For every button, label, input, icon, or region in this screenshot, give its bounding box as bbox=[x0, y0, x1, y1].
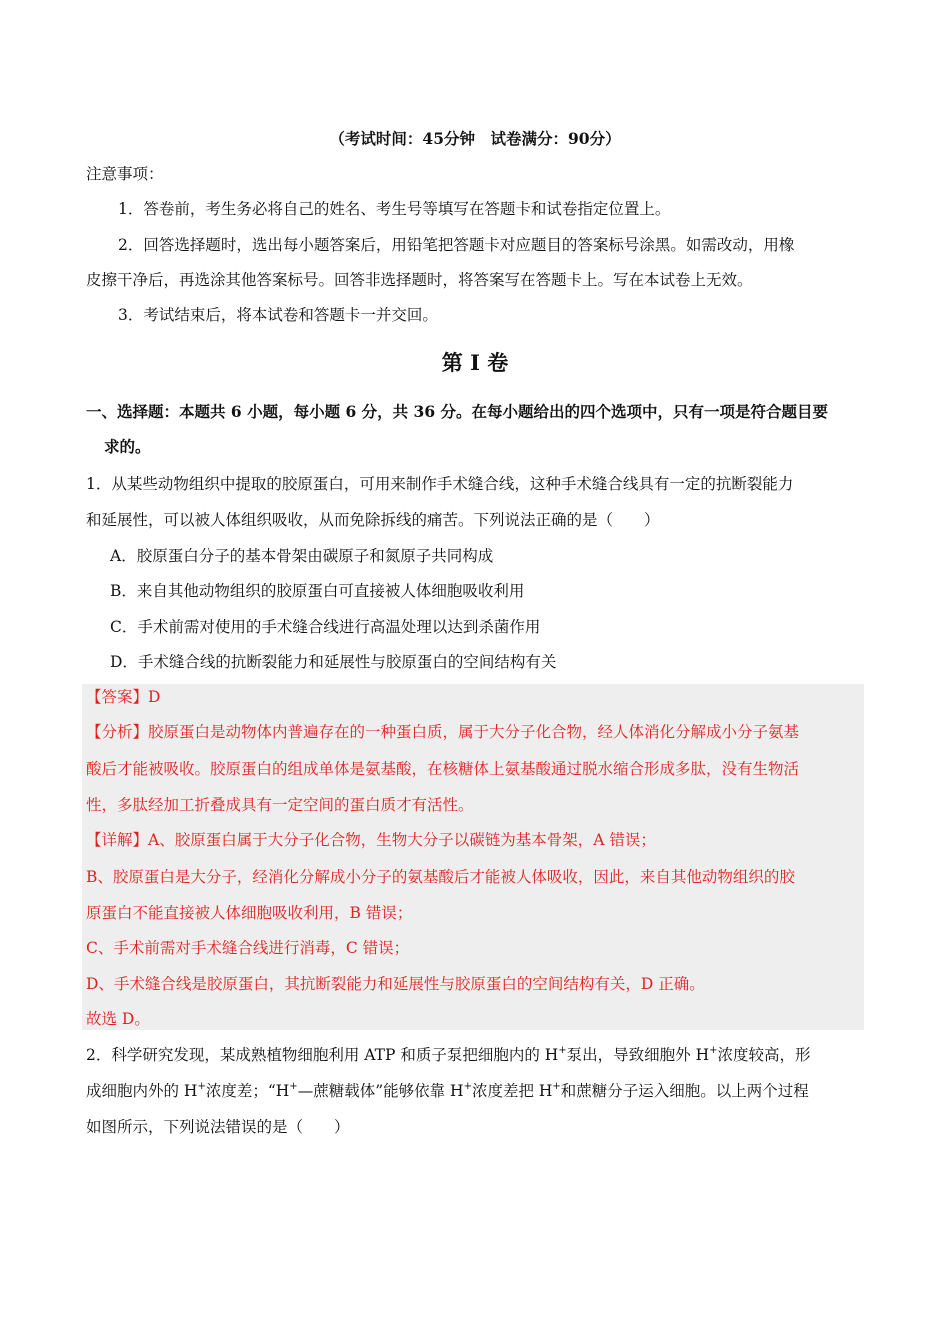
q2-stem-line-3: 如图所示，下列说法错误的是（ ） bbox=[86, 1118, 350, 1136]
superscript-plus: + bbox=[709, 1044, 718, 1056]
exam-info: （考试时间：45分钟 试卷满分：90分） bbox=[329, 129, 621, 148]
q2-text-segment: 浓度差把 H bbox=[471, 1082, 553, 1100]
q1-stem-line-1: 1．从某些动物组织中提取的胶原蛋白，可用来制作手术缝合线，这种手术缝合线具有一定的抗断裂能力 bbox=[86, 475, 794, 493]
section-heading-line-2: 求的。 bbox=[104, 437, 151, 456]
superscript-plus: + bbox=[552, 1080, 561, 1092]
notice-title: 注意事项： bbox=[86, 165, 164, 183]
notice-item-3: 3．考试结束后，将本试卷和答题卡一并交回。 bbox=[118, 306, 438, 324]
q1-option-c: C．手术前需对使用的手术缝合线进行高温处理以达到杀菌作用 bbox=[110, 618, 541, 636]
q1-analysis-line-1: 【分析】胶原蛋白是动物体内普遍存在的一种蛋白质，属于大分子化合物，经人体消化分解成小分子氨基 bbox=[86, 723, 800, 741]
q1-analysis-line-3: 性，多肽经加工折叠成具有一定空间的蛋白质才有活性。 bbox=[86, 796, 474, 814]
q1-option-b: B．来自其他动物组织的胶原蛋白可直接被人体细胞吸收利用 bbox=[110, 582, 525, 600]
q2-stem-line-2 bbox=[86, 1081, 809, 1101]
q1-detail-line-2: B、胶原蛋白是大分子，经消化分解成小分子的氨基酸后才能被人体吸收，因此，来自其他动物组织的胶 bbox=[86, 868, 795, 886]
notice-item-2-line-1: 2．回答选择题时，选出每小题答案后，用铅笔把答题卡对应题目的答案标号涂黑。如需改动，用橡 bbox=[118, 236, 795, 254]
superscript-plus: + bbox=[197, 1080, 206, 1092]
q1-option-d: D．手术缝合线的抗断裂能力和延展性与胶原蛋白的空间结构有关 bbox=[110, 653, 557, 671]
notice-item-1: 1．答卷前，考生务必将自己的姓名、考生号等填写在答题卡和试卷指定位置上。 bbox=[118, 200, 671, 218]
q1-analysis-line-2: 酸后才能被吸收。胶原蛋白的组成单体是氨基酸，在核糖体上氨基酸通过脱水缩合形成多肽，没有生物活 bbox=[86, 760, 800, 778]
notice-item-2-line-2: 皮擦干净后，再选涂其他答案标号。回答非选择题时，将答案写在答题卡上。写在本试卷上无效。 bbox=[86, 271, 753, 289]
q1-option-a: A．胶原蛋白分子的基本骨架由碳原子和氮原子共同构成 bbox=[110, 547, 494, 565]
q1-detail-line-1: 【详解】A、胶原蛋白属于大分子化合物，生物大分子以碳链为基本骨架，A 错误； bbox=[86, 831, 656, 849]
q2-text-segment: 和蔗糖分子运入细胞。以上两个过程 bbox=[560, 1082, 809, 1100]
superscript-plus: + bbox=[289, 1080, 298, 1092]
superscript-plus: + bbox=[463, 1080, 472, 1092]
q2-text-segment: 浓度较高，形 bbox=[717, 1046, 811, 1064]
q2-text-segment: —蔗糖载体”能够依靠 H bbox=[297, 1082, 464, 1100]
section-heading-line-1: 一、选择题：本题共 6 小题，每小题 6 分，共 36 分。在每小题给出的四个选项中，只有一项是符合题目要 bbox=[86, 402, 829, 421]
q1-stem-line-2: 和延展性，可以被人体组织吸收，从而免除拆线的痛苦。下列说法正确的是（ ） bbox=[86, 511, 660, 529]
q2-text-segment: 成细胞内外的 H bbox=[86, 1082, 198, 1100]
volume-title: 第 I 卷 bbox=[441, 350, 509, 375]
q1-detail-line-6: 故选 D。 bbox=[86, 1010, 150, 1028]
q1-detail-line-3: 原蛋白不能直接被人体细胞吸收利用，B 错误； bbox=[86, 904, 413, 922]
q2-stem-line-1 bbox=[86, 1045, 811, 1065]
q2-text-segment: 泵出，导致细胞外 H bbox=[566, 1046, 710, 1064]
superscript-plus: + bbox=[558, 1044, 567, 1056]
q2-text-segment: 浓度差；“H bbox=[205, 1082, 290, 1100]
q1-detail-line-5: D、手术缝合线是胶原蛋白，其抗断裂能力和延展性与胶原蛋白的空间结构有关，D 正确。 bbox=[86, 975, 705, 993]
q1-detail-line-4: C、手术前需对手术缝合线进行消毒，C 错误； bbox=[86, 939, 410, 957]
q2-text-segment: 2．科学研究发现，某成熟植物细胞利用 ATP 和质子泵把细胞内的 H bbox=[86, 1046, 559, 1064]
q1-answer: 【答案】D bbox=[86, 688, 161, 706]
